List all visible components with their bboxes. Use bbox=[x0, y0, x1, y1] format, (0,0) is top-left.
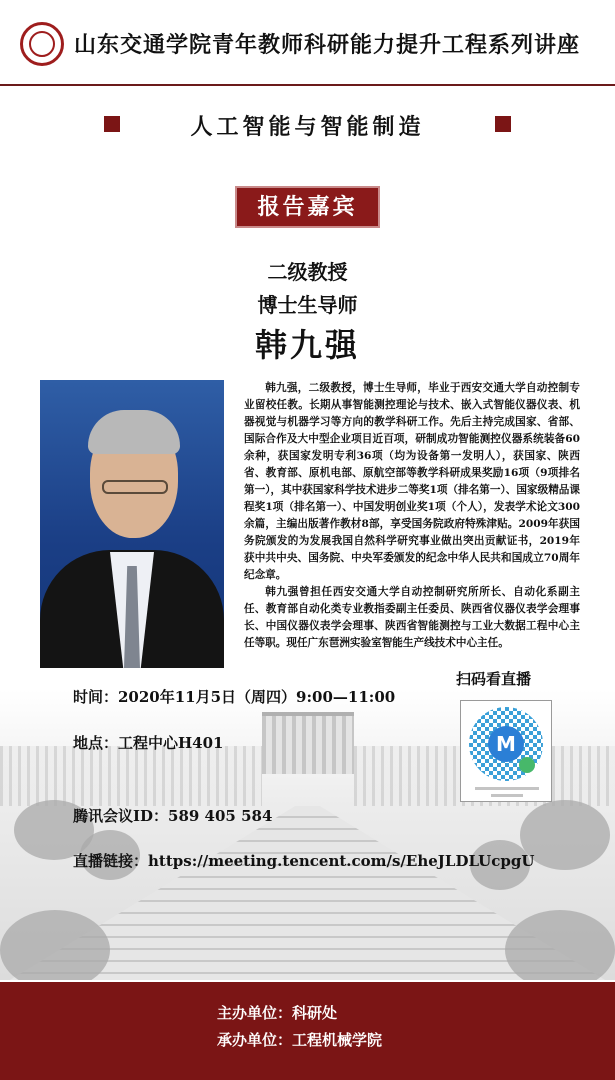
guest-bio bbox=[244, 380, 580, 652]
organizer-unit: 承办单位：工程机械学院 bbox=[217, 1031, 383, 1049]
guest-title-supervisor: 博士生导师 bbox=[257, 293, 358, 317]
footer bbox=[0, 982, 615, 1080]
event-time: 时间：2020年11月5日（周四）9:00—11:00 bbox=[73, 688, 396, 706]
qr-caption-line bbox=[491, 794, 523, 797]
meeting-id: 腾讯会议ID：589 405 584 bbox=[73, 807, 273, 825]
university-seal-icon bbox=[20, 22, 64, 66]
guest-title-professor: 二级教授 bbox=[267, 260, 348, 284]
event-location: 地点：工程中心H401 bbox=[73, 734, 224, 752]
guest-name: 韩九强 bbox=[254, 326, 360, 364]
tencent-meeting-logo-icon: M bbox=[488, 726, 524, 762]
wechat-mini-icon bbox=[519, 757, 535, 773]
school-title: 山东交通学院青年教师科研能力提升工程系列讲座 bbox=[74, 32, 581, 58]
square-bullet-icon bbox=[495, 116, 511, 132]
lecture-row bbox=[0, 110, 615, 140]
host-unit: 主办单位：科研处 bbox=[217, 1004, 338, 1022]
qr-label: 扫码看直播 bbox=[456, 670, 532, 688]
guest-badge: 报告嘉宾 bbox=[235, 186, 380, 228]
qr-caption-line bbox=[475, 787, 539, 790]
header bbox=[0, 0, 615, 84]
bio-paragraph: 韩九强曾担任西安交通大学自动控制研究所所长、自动化系副主任、教育部自动化类专业教指委副主任委员、陕西省仪器仪表学会理事长、中国仪器仪表学会理事、陕西省智能测控与工业大数据工程中心主任等职。现任广东琶洲实验室智能生产线技术中心主任。 bbox=[244, 586, 580, 649]
live-link[interactable]: 直播链接：https://meeting.tencent.com/s/EheJLDLUcpgU bbox=[73, 852, 535, 870]
qr-code[interactable] bbox=[460, 700, 552, 802]
bio-paragraph: 韩九强，二级教授，博士生导师，毕业于西安交通大学自动控制专业留校任教。长期从事智能测控理论与技术、嵌入式智能仪器仪表、机器视觉与机器学习等方向的教学科研工作。先后主持完成国家、省部、国际合作及大中型企业项目近百项，研制成功智能测控仪器系统装备60余种，获国家发明专利36项（均为设备第一发明人），获国家、陕西省、教育部、原机电部、原航空部等教学科研成果奖励16项（9项排名第一），其中获国家科学技术进步二等奖1项（排名第一）、国家级精品课程奖1项（排名第一）、中国发明创业奖1项（个人），发表学术论文300余篇，主编出版著作教材8部，享受国务院政府特殊津贴。2009年获国务院颁发的为发展我国自然科学研究事业做出突出贡献证书，2019年获中共中央、国务院、中央军委颁发的纪念中华人民共和国成立70周年纪念章。 bbox=[244, 382, 580, 581]
guest-photo bbox=[40, 380, 224, 668]
header-divider bbox=[0, 84, 615, 86]
lecture-title: 人工智能与智能制造 bbox=[190, 114, 425, 140]
